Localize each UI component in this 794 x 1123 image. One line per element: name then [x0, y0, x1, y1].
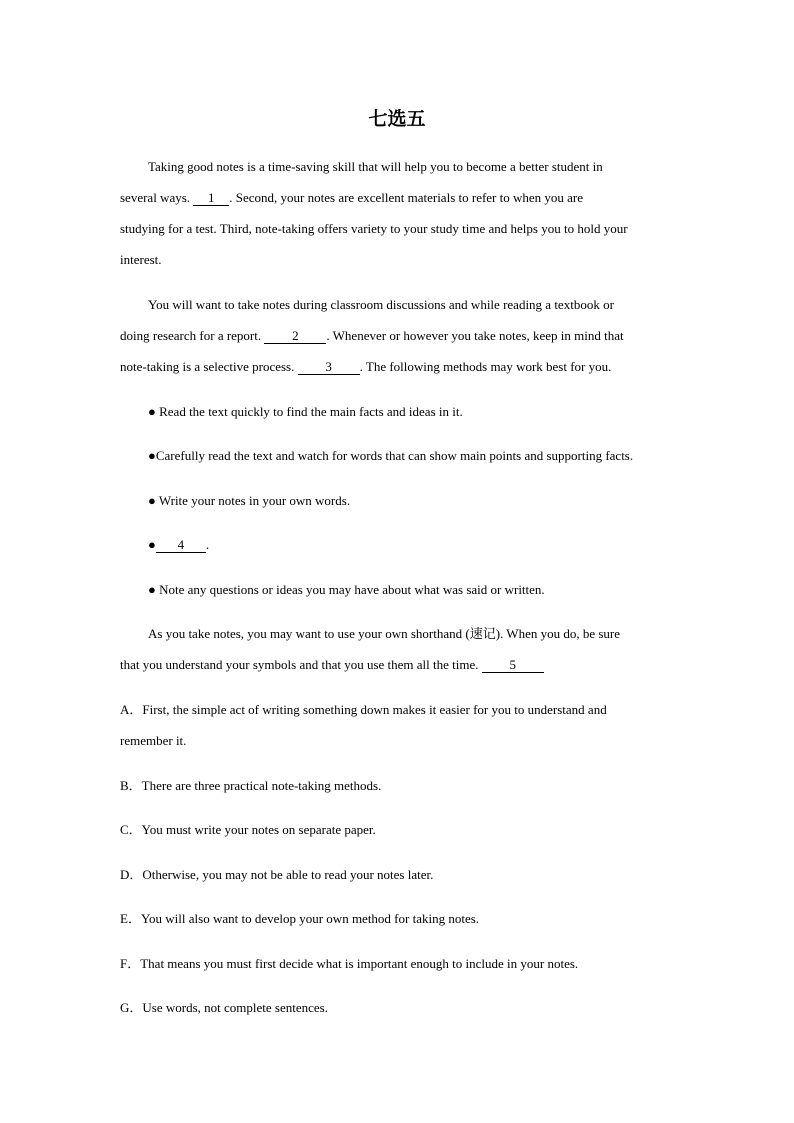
p2-line-1: You will want to take notes during classroom discussions and while reading a textbook or: [148, 297, 614, 312]
option-a-cont: remember it.: [120, 733, 187, 748]
list-item: [148, 537, 209, 553]
option-c: C．You must write your notes on separate paper.: [120, 822, 376, 837]
p3-line-1: As you take notes, you may want to use your own shorthand (速记). When you do, be sure: [148, 626, 621, 641]
blank-4[interactable]: 4: [156, 538, 206, 553]
list-item: ●Carefully read the text and watch for words that can show main points and supporting facts.: [148, 448, 634, 463]
p2-line-2-end: . Whenever or however you take notes, keep in mind that: [326, 328, 624, 343]
option-f: F．That means you must first decide what is important enough to include in your notes.: [120, 956, 579, 971]
p1-line-2-end: . Second, your notes are excellent materials to refer to when you are: [229, 190, 584, 205]
option-b: B．There are three practical note-taking methods.: [120, 778, 382, 793]
option-g: G．Use words, not complete sentences.: [120, 1000, 328, 1015]
list-item: ● Note any questions or ideas you may have about what was said or written.: [148, 582, 545, 597]
p1-line-4: interest.: [120, 252, 162, 267]
bullet-symbol: ●: [148, 537, 156, 552]
p2-line-3: [120, 359, 611, 375]
blank-3[interactable]: 3: [298, 360, 360, 375]
p3-line-2: [120, 657, 544, 673]
list-item: ● Read the text quickly to find the main facts and ideas in it.: [148, 404, 463, 419]
p2-line-3-end: . The following methods may work best for you.: [359, 359, 612, 374]
blank-5[interactable]: 5: [482, 658, 544, 673]
p1-line-2: [120, 190, 583, 206]
bullet-end: .: [205, 537, 210, 552]
list-item: ● Write your notes in your own words.: [148, 493, 351, 508]
p2-line-3-start: note-taking is a selective process.: [120, 359, 298, 374]
option-e: E．You will also want to develop your own method for taking notes.: [120, 911, 480, 926]
p1-line-2-start: several ways.: [120, 190, 194, 205]
option-a: A．First, the simple act of writing something down makes it easier for you to understand and: [120, 702, 607, 717]
p1-line-3: studying for a test. Third, note-taking offers variety to your study time and helps you to hold your: [120, 221, 628, 236]
option-d: D．Otherwise, you may not be able to read your notes later.: [120, 867, 434, 882]
page-title: 七选五: [368, 108, 426, 130]
blank-1[interactable]: 1: [193, 191, 229, 206]
p3-line-2-start: that you understand your symbols and that you use them all the time.: [120, 657, 482, 672]
blank-2[interactable]: 2: [264, 329, 326, 344]
p2-line-2: [120, 328, 624, 344]
p2-line-2-start: doing research for a report.: [120, 328, 265, 343]
p1-line-1: Taking good notes is a time-saving skill that will help you to become a better student in: [148, 159, 603, 174]
